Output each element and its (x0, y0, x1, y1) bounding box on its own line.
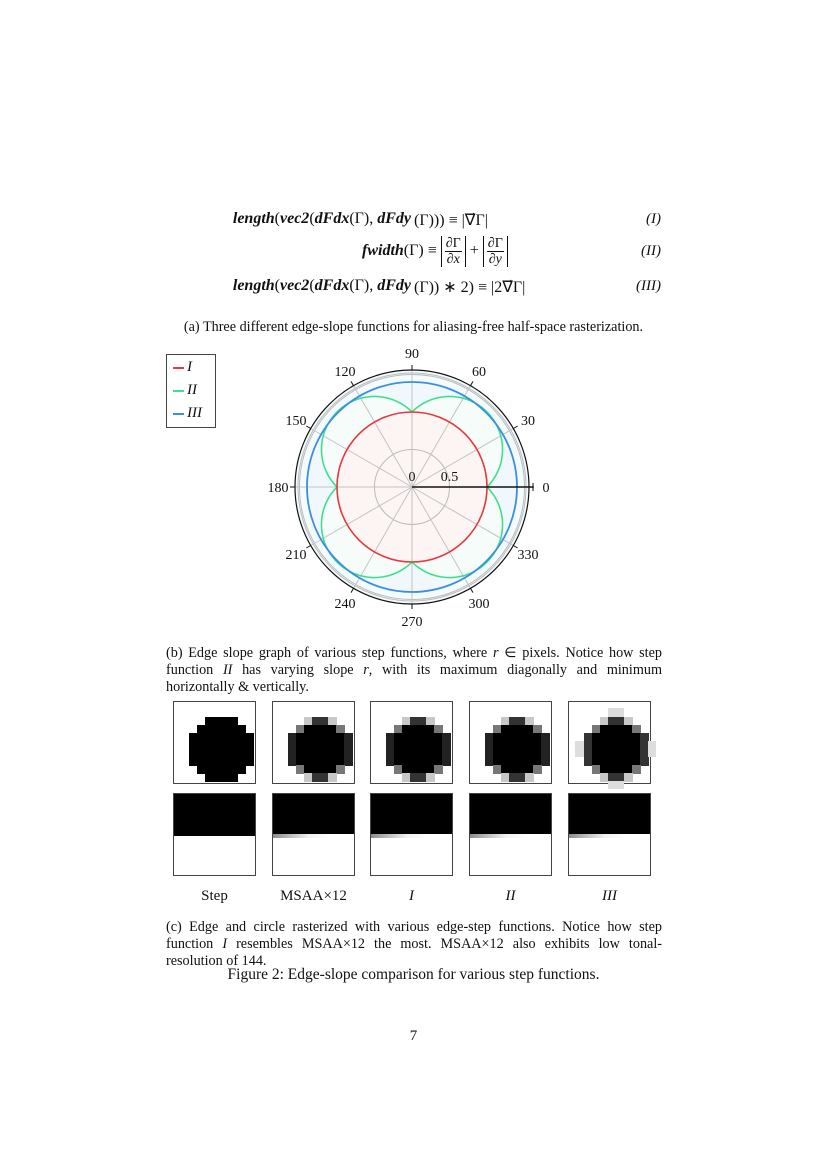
svg-text:0: 0 (542, 481, 550, 496)
svg-text:0: 0 (408, 470, 416, 485)
svg-text:330: 330 (517, 548, 539, 563)
tile-label-3: II (505, 888, 516, 904)
figure-caption: Figure 2: Edge-slope comparison for various step functions. (227, 966, 600, 983)
tile-label-0: Step (201, 888, 228, 904)
svg-text:120: 120 (334, 364, 356, 380)
svg-text:0.5: 0.5 (440, 470, 459, 485)
svg-text:60: 60 (472, 364, 486, 380)
svg-text:300: 300 (468, 597, 490, 613)
edge-tile-2 (370, 793, 453, 876)
circle-tile-0 (173, 701, 256, 784)
edge-tile-4 (568, 793, 651, 876)
circle-tile-2 (370, 701, 453, 784)
tile-label-4: III (602, 888, 617, 904)
legend-item-II: II (173, 382, 197, 399)
svg-text:30: 30 (521, 414, 536, 429)
svg-text:210: 210 (285, 548, 307, 563)
svg-text:90: 90 (405, 347, 419, 362)
polar-plot-area (268, 347, 550, 627)
equation-3-number: (III) (636, 278, 661, 294)
equation-3-rhs: (Γ)) ∗ 2) ≡ |2∇⃗Γ| (414, 279, 526, 296)
edge-tile-3 (469, 793, 552, 876)
equation-3: length(vec2(dFdx(Γ), dFdy (232, 277, 411, 294)
equation-2: fwidth(Γ) ≡ $\frac{\partial\Gamma}{\partial x}$ + $\frac{\partial\Gamma}{\partial y}$ (362, 236, 508, 267)
tile-label-1: MSAA×12 (280, 888, 347, 904)
legend-swatch-I (173, 367, 184, 369)
svg-text:240: 240 (334, 597, 356, 613)
edge-tile-1 (272, 793, 355, 876)
circle-tile-4 (568, 701, 651, 784)
circle-tile-1 (272, 701, 355, 784)
polar-chart (262, 347, 562, 627)
equation-1: length(vec2(dFdx(Γ), dFdy (232, 210, 411, 227)
edge-tile-0 (173, 793, 256, 876)
caption-c: (c) Edge and circle rasterized with various edge-step functions. Notice how step function I resembles MSAA×12 the most. MSAA×12 also exhibits low tonal-resolution of 144. (166, 919, 662, 969)
equation-1-rhs: (Γ))) ≡ |∇⃗Γ| (414, 212, 488, 229)
page-number: 7 (409, 1028, 418, 1044)
caption-a: (a) Three different edge-slope functions for aliasing-free half-space rasterization. (183, 319, 644, 335)
equation-1-number: (I) (646, 211, 661, 227)
tile-label-2: I (409, 888, 414, 904)
legend-item-III: III (173, 405, 202, 422)
legend-swatch-III (173, 413, 184, 415)
legend-item-I: I (173, 359, 192, 376)
circle-tile-3 (469, 701, 552, 784)
equation-2-number: (II) (641, 243, 661, 259)
svg-text:270: 270 (401, 615, 423, 627)
caption-b: (b) Edge slope graph of various step functions, where r ∈ pixels. Notice how step function II has varying slope r, with its maximum diagonally and minimum horizontally & vertically. (166, 645, 663, 695)
svg-text:150: 150 (285, 414, 307, 429)
svg-text:180: 180 (267, 481, 289, 496)
chart-legend (166, 354, 216, 428)
legend-swatch-II (173, 390, 184, 392)
